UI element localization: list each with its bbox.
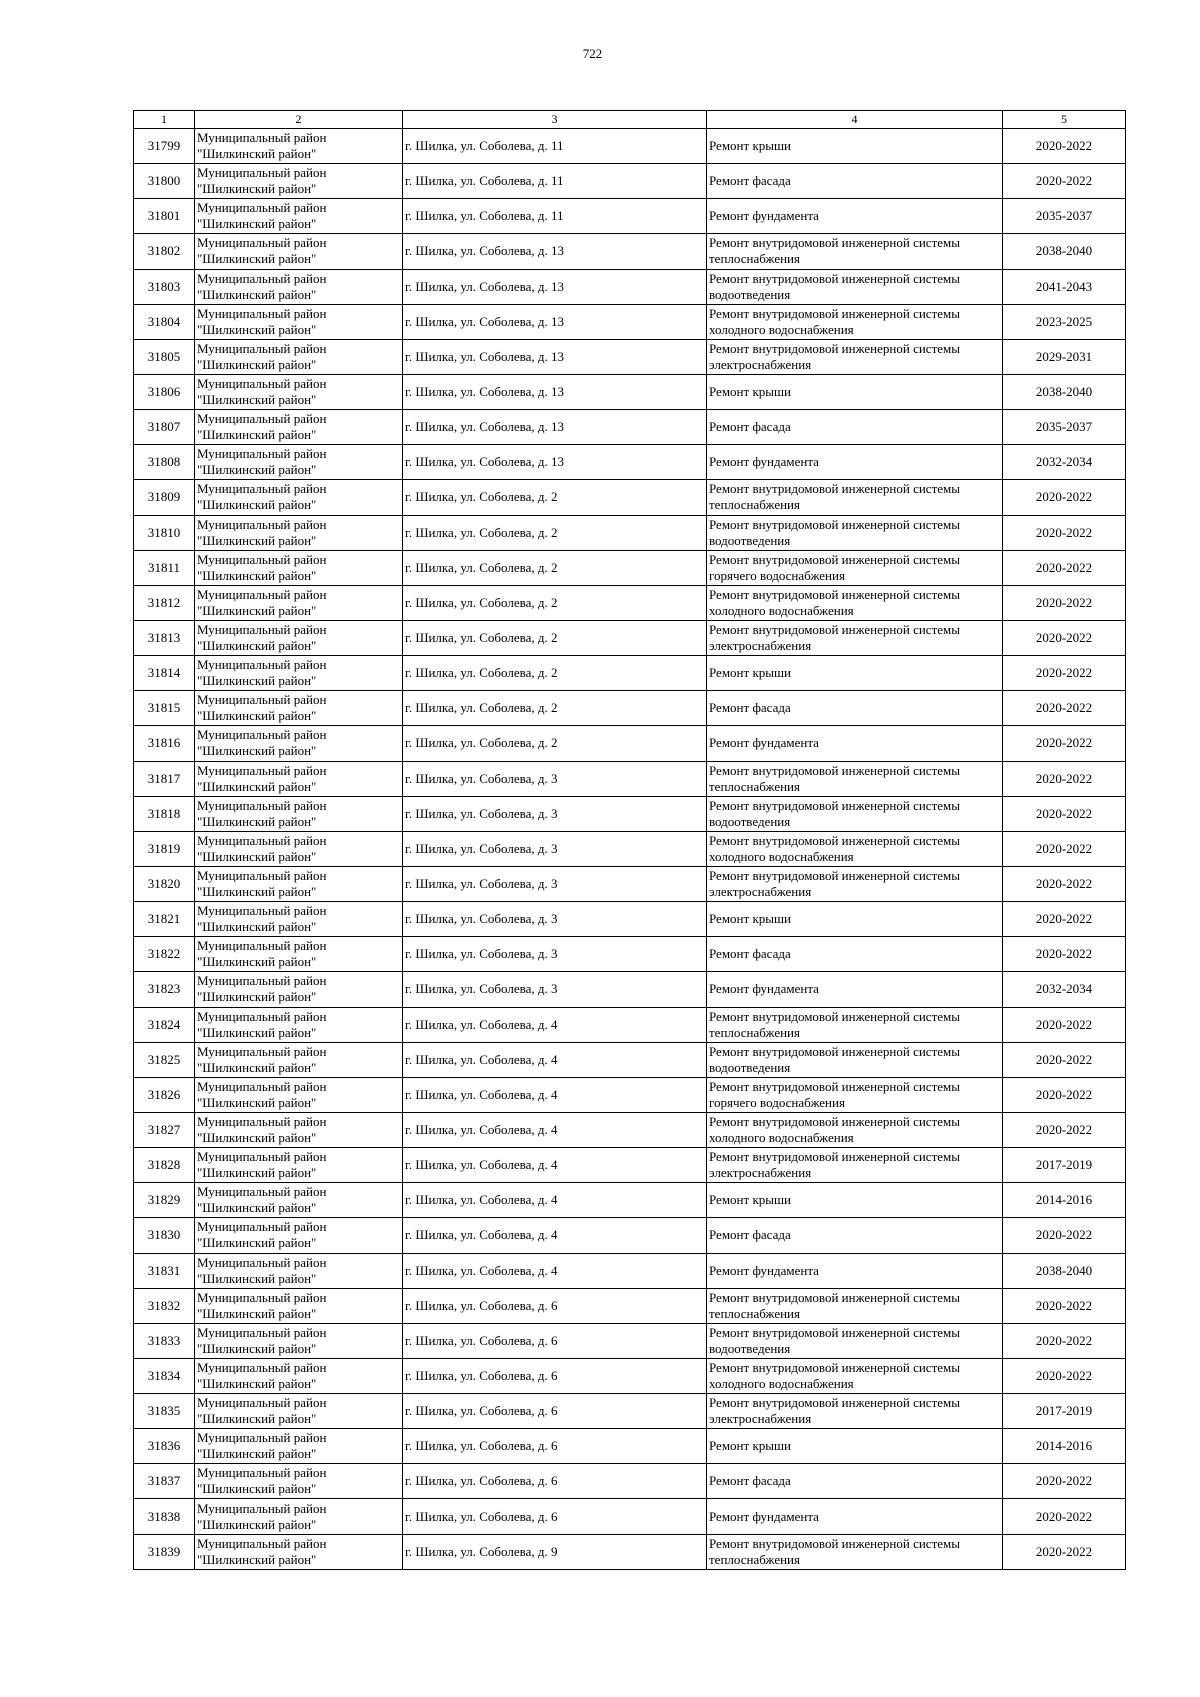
record-number-cell: 31815 bbox=[134, 691, 195, 726]
work-type-cell: Ремонт фасада bbox=[707, 164, 1003, 199]
column-header: 2 bbox=[195, 111, 403, 129]
period-cell: 2020-2022 bbox=[1003, 550, 1126, 585]
table-row bbox=[134, 1464, 1126, 1499]
record-number-cell: 31806 bbox=[134, 374, 195, 409]
work-type-cell: Ремонт фасада bbox=[707, 1218, 1003, 1253]
period-cell: 2035-2037 bbox=[1003, 199, 1126, 234]
record-number-cell: 31827 bbox=[134, 1112, 195, 1147]
work-type-cell: Ремонт внутридомовой инженерной системы теплоснабжения bbox=[707, 1534, 1003, 1569]
address-cell: г. Шилка, ул. Соболева, д. 13 bbox=[403, 234, 707, 269]
table-row bbox=[134, 129, 1126, 164]
municipality-cell: Муниципальный район "Шилкинский район" bbox=[195, 902, 403, 937]
municipality-cell: Муниципальный район "Шилкинский район" bbox=[195, 937, 403, 972]
period-cell: 2029-2031 bbox=[1003, 339, 1126, 374]
address-cell: г. Шилка, ул. Соболева, д. 13 bbox=[403, 445, 707, 480]
address-cell: г. Шилка, ул. Соболева, д. 3 bbox=[403, 761, 707, 796]
work-type-cell: Ремонт крыши bbox=[707, 1429, 1003, 1464]
column-header: 1 bbox=[134, 111, 195, 129]
address-cell: г. Шилка, ул. Соболева, д. 2 bbox=[403, 550, 707, 585]
repair-schedule-table bbox=[133, 110, 1126, 1570]
period-cell: 2020-2022 bbox=[1003, 656, 1126, 691]
table-body bbox=[134, 129, 1126, 1570]
table-row bbox=[134, 796, 1126, 831]
period-cell: 2020-2022 bbox=[1003, 761, 1126, 796]
work-type-cell: Ремонт внутридомовой инженерной системы холодного водоснабжения bbox=[707, 1358, 1003, 1393]
table-row bbox=[134, 972, 1126, 1007]
record-number-cell: 31813 bbox=[134, 620, 195, 655]
record-number-cell: 31814 bbox=[134, 656, 195, 691]
work-type-cell: Ремонт крыши bbox=[707, 129, 1003, 164]
address-cell: г. Шилка, ул. Соболева, д. 6 bbox=[403, 1429, 707, 1464]
table-row bbox=[134, 1042, 1126, 1077]
record-number-cell: 31816 bbox=[134, 726, 195, 761]
table-row bbox=[134, 866, 1126, 901]
record-number-cell: 31823 bbox=[134, 972, 195, 1007]
period-cell: 2020-2022 bbox=[1003, 480, 1126, 515]
table-row bbox=[134, 1148, 1126, 1183]
municipality-cell: Муниципальный район "Шилкинский район" bbox=[195, 1288, 403, 1323]
work-type-cell: Ремонт фасада bbox=[707, 691, 1003, 726]
table-row bbox=[134, 234, 1126, 269]
address-cell: г. Шилка, ул. Соболева, д. 11 bbox=[403, 199, 707, 234]
record-number-cell: 31834 bbox=[134, 1358, 195, 1393]
period-cell: 2020-2022 bbox=[1003, 164, 1126, 199]
period-cell: 2020-2022 bbox=[1003, 796, 1126, 831]
period-cell: 2020-2022 bbox=[1003, 1007, 1126, 1042]
table-row bbox=[134, 550, 1126, 585]
municipality-cell: Муниципальный район "Шилкинский район" bbox=[195, 480, 403, 515]
address-cell: г. Шилка, ул. Соболева, д. 4 bbox=[403, 1077, 707, 1112]
period-cell: 2020-2022 bbox=[1003, 585, 1126, 620]
table-row bbox=[134, 1253, 1126, 1288]
work-type-cell: Ремонт внутридомовой инженерной системы холодного водоснабжения bbox=[707, 1112, 1003, 1147]
address-cell: г. Шилка, ул. Соболева, д. 6 bbox=[403, 1288, 707, 1323]
municipality-cell: Муниципальный район "Шилкинский район" bbox=[195, 164, 403, 199]
column-header: 4 bbox=[707, 111, 1003, 129]
period-cell: 2035-2037 bbox=[1003, 410, 1126, 445]
table-row bbox=[134, 374, 1126, 409]
address-cell: г. Шилка, ул. Соболева, д. 3 bbox=[403, 866, 707, 901]
work-type-cell: Ремонт крыши bbox=[707, 656, 1003, 691]
municipality-cell: Муниципальный район "Шилкинский район" bbox=[195, 1148, 403, 1183]
period-cell: 2020-2022 bbox=[1003, 515, 1126, 550]
municipality-cell: Муниципальный район "Шилкинский район" bbox=[195, 199, 403, 234]
address-cell: г. Шилка, ул. Соболева, д. 3 bbox=[403, 902, 707, 937]
municipality-cell: Муниципальный район "Шилкинский район" bbox=[195, 1007, 403, 1042]
period-cell: 2020-2022 bbox=[1003, 691, 1126, 726]
table-row bbox=[134, 1077, 1126, 1112]
record-number-cell: 31819 bbox=[134, 831, 195, 866]
address-cell: г. Шилка, ул. Соболева, д. 4 bbox=[403, 1148, 707, 1183]
table-row bbox=[134, 1112, 1126, 1147]
address-cell: г. Шилка, ул. Соболева, д. 11 bbox=[403, 164, 707, 199]
record-number-cell: 31808 bbox=[134, 445, 195, 480]
record-number-cell: 31803 bbox=[134, 269, 195, 304]
record-number-cell: 31829 bbox=[134, 1183, 195, 1218]
municipality-cell: Муниципальный район "Шилкинский район" bbox=[195, 866, 403, 901]
period-cell: 2020-2022 bbox=[1003, 129, 1126, 164]
table-row bbox=[134, 1323, 1126, 1358]
municipality-cell: Муниципальный район "Шилкинский район" bbox=[195, 1394, 403, 1429]
table-row bbox=[134, 339, 1126, 374]
municipality-cell: Муниципальный район "Шилкинский район" bbox=[195, 1253, 403, 1288]
record-number-cell: 31822 bbox=[134, 937, 195, 972]
municipality-cell: Муниципальный район "Шилкинский район" bbox=[195, 515, 403, 550]
period-cell: 2020-2022 bbox=[1003, 1042, 1126, 1077]
record-number-cell: 31802 bbox=[134, 234, 195, 269]
period-cell: 2020-2022 bbox=[1003, 866, 1126, 901]
work-type-cell: Ремонт внутридомовой инженерной системы горячего водоснабжения bbox=[707, 1077, 1003, 1112]
address-cell: г. Шилка, ул. Соболева, д. 6 bbox=[403, 1358, 707, 1393]
municipality-cell: Муниципальный район "Шилкинский район" bbox=[195, 1077, 403, 1112]
work-type-cell: Ремонт внутридомовой инженерной системы водоотведения bbox=[707, 1323, 1003, 1358]
address-cell: г. Шилка, ул. Соболева, д. 6 bbox=[403, 1394, 707, 1429]
period-cell: 2014-2016 bbox=[1003, 1183, 1126, 1218]
work-type-cell: Ремонт фасада bbox=[707, 1464, 1003, 1499]
work-type-cell: Ремонт крыши bbox=[707, 1183, 1003, 1218]
address-cell: г. Шилка, ул. Соболева, д. 3 bbox=[403, 796, 707, 831]
municipality-cell: Муниципальный район "Шилкинский район" bbox=[195, 1112, 403, 1147]
table-row bbox=[134, 1288, 1126, 1323]
period-cell: 2038-2040 bbox=[1003, 1253, 1126, 1288]
municipality-cell: Муниципальный район "Шилкинский район" bbox=[195, 585, 403, 620]
work-type-cell: Ремонт внутридомовой инженерной системы холодного водоснабжения bbox=[707, 304, 1003, 339]
table-row bbox=[134, 410, 1126, 445]
work-type-cell: Ремонт внутридомовой инженерной системы водоотведения bbox=[707, 515, 1003, 550]
municipality-cell: Муниципальный район "Шилкинский район" bbox=[195, 1042, 403, 1077]
work-type-cell: Ремонт фундамента bbox=[707, 972, 1003, 1007]
address-cell: г. Шилка, ул. Соболева, д. 4 bbox=[403, 1253, 707, 1288]
municipality-cell: Муниципальный район "Шилкинский район" bbox=[195, 691, 403, 726]
table-row bbox=[134, 726, 1126, 761]
period-cell: 2020-2022 bbox=[1003, 620, 1126, 655]
table-row bbox=[134, 585, 1126, 620]
municipality-cell: Муниципальный район "Шилкинский район" bbox=[195, 1218, 403, 1253]
municipality-cell: Муниципальный район "Шилкинский район" bbox=[195, 972, 403, 1007]
work-type-cell: Ремонт фундамента bbox=[707, 1499, 1003, 1534]
work-type-cell: Ремонт внутридомовой инженерной системы водоотведения bbox=[707, 1042, 1003, 1077]
work-type-cell: Ремонт внутридомовой инженерной системы водоотведения bbox=[707, 796, 1003, 831]
period-cell: 2020-2022 bbox=[1003, 1288, 1126, 1323]
address-cell: г. Шилка, ул. Соболева, д. 4 bbox=[403, 1112, 707, 1147]
municipality-cell: Муниципальный район "Шилкинский район" bbox=[195, 445, 403, 480]
record-number-cell: 31831 bbox=[134, 1253, 195, 1288]
period-cell: 2041-2043 bbox=[1003, 269, 1126, 304]
record-number-cell: 31820 bbox=[134, 866, 195, 901]
municipality-cell: Муниципальный район "Шилкинский район" bbox=[195, 1183, 403, 1218]
municipality-cell: Муниципальный район "Шилкинский район" bbox=[195, 1429, 403, 1464]
period-cell: 2020-2022 bbox=[1003, 1499, 1126, 1534]
record-number-cell: 31825 bbox=[134, 1042, 195, 1077]
municipality-cell: Муниципальный район "Шилкинский район" bbox=[195, 761, 403, 796]
record-number-cell: 31812 bbox=[134, 585, 195, 620]
record-number-cell: 31811 bbox=[134, 550, 195, 585]
period-cell: 2020-2022 bbox=[1003, 937, 1126, 972]
work-type-cell: Ремонт внутридомовой инженерной системы холодного водоснабжения bbox=[707, 585, 1003, 620]
work-type-cell: Ремонт внутридомовой инженерной системы водоотведения bbox=[707, 269, 1003, 304]
work-type-cell: Ремонт внутридомовой инженерной системы теплоснабжения bbox=[707, 1288, 1003, 1323]
table-row bbox=[134, 199, 1126, 234]
column-header: 3 bbox=[403, 111, 707, 129]
municipality-cell: Муниципальный район "Шилкинский район" bbox=[195, 410, 403, 445]
period-cell: 2020-2022 bbox=[1003, 1534, 1126, 1569]
table-row bbox=[134, 691, 1126, 726]
municipality-cell: Муниципальный район "Шилкинский район" bbox=[195, 796, 403, 831]
table-row bbox=[134, 1358, 1126, 1393]
address-cell: г. Шилка, ул. Соболева, д. 2 bbox=[403, 480, 707, 515]
address-cell: г. Шилка, ул. Соболева, д. 13 bbox=[403, 410, 707, 445]
record-number-cell: 31835 bbox=[134, 1394, 195, 1429]
work-type-cell: Ремонт внутридомовой инженерной системы электроснабжения bbox=[707, 339, 1003, 374]
table-row bbox=[134, 656, 1126, 691]
table-row bbox=[134, 1007, 1126, 1042]
address-cell: г. Шилка, ул. Соболева, д. 3 bbox=[403, 937, 707, 972]
address-cell: г. Шилка, ул. Соболева, д. 13 bbox=[403, 304, 707, 339]
address-cell: г. Шилка, ул. Соболева, д. 13 bbox=[403, 374, 707, 409]
address-cell: г. Шилка, ул. Соболева, д. 13 bbox=[403, 269, 707, 304]
address-cell: г. Шилка, ул. Соболева, д. 2 bbox=[403, 585, 707, 620]
address-cell: г. Шилка, ул. Соболева, д. 4 bbox=[403, 1183, 707, 1218]
address-cell: г. Шилка, ул. Соболева, д. 2 bbox=[403, 691, 707, 726]
table-header-row bbox=[134, 111, 1126, 129]
period-cell: 2017-2019 bbox=[1003, 1394, 1126, 1429]
address-cell: г. Шилка, ул. Соболева, д. 6 bbox=[403, 1323, 707, 1358]
record-number-cell: 31824 bbox=[134, 1007, 195, 1042]
municipality-cell: Муниципальный район "Шилкинский район" bbox=[195, 656, 403, 691]
period-cell: 2020-2022 bbox=[1003, 1218, 1126, 1253]
municipality-cell: Муниципальный район "Шилкинский район" bbox=[195, 726, 403, 761]
record-number-cell: 31828 bbox=[134, 1148, 195, 1183]
municipality-cell: Муниципальный район "Шилкинский район" bbox=[195, 129, 403, 164]
table-row bbox=[134, 831, 1126, 866]
work-type-cell: Ремонт внутридомовой инженерной системы теплоснабжения bbox=[707, 761, 1003, 796]
work-type-cell: Ремонт внутридомовой инженерной системы электроснабжения bbox=[707, 620, 1003, 655]
municipality-cell: Муниципальный район "Шилкинский район" bbox=[195, 620, 403, 655]
record-number-cell: 31836 bbox=[134, 1429, 195, 1464]
municipality-cell: Муниципальный район "Шилкинский район" bbox=[195, 234, 403, 269]
table-row bbox=[134, 515, 1126, 550]
table-row bbox=[134, 620, 1126, 655]
record-number-cell: 31837 bbox=[134, 1464, 195, 1499]
record-number-cell: 31800 bbox=[134, 164, 195, 199]
table-row bbox=[134, 1499, 1126, 1534]
period-cell: 2020-2022 bbox=[1003, 1112, 1126, 1147]
municipality-cell: Муниципальный район "Шилкинский район" bbox=[195, 304, 403, 339]
period-cell: 2020-2022 bbox=[1003, 1077, 1126, 1112]
municipality-cell: Муниципальный район "Шилкинский район" bbox=[195, 550, 403, 585]
work-type-cell: Ремонт внутридомовой инженерной системы теплоснабжения bbox=[707, 234, 1003, 269]
municipality-cell: Муниципальный район "Шилкинский район" bbox=[195, 831, 403, 866]
address-cell: г. Шилка, ул. Соболева, д. 3 bbox=[403, 831, 707, 866]
work-type-cell: Ремонт крыши bbox=[707, 374, 1003, 409]
address-cell: г. Шилка, ул. Соболева, д. 2 bbox=[403, 726, 707, 761]
period-cell: 2038-2040 bbox=[1003, 374, 1126, 409]
period-cell: 2020-2022 bbox=[1003, 902, 1126, 937]
municipality-cell: Муниципальный район "Шилкинский район" bbox=[195, 269, 403, 304]
table-row bbox=[134, 304, 1126, 339]
record-number-cell: 31809 bbox=[134, 480, 195, 515]
table-row bbox=[134, 937, 1126, 972]
table-row bbox=[134, 1394, 1126, 1429]
address-cell: г. Шилка, ул. Соболева, д. 6 bbox=[403, 1499, 707, 1534]
period-cell: 2017-2019 bbox=[1003, 1148, 1126, 1183]
record-number-cell: 31805 bbox=[134, 339, 195, 374]
work-type-cell: Ремонт фундамента bbox=[707, 199, 1003, 234]
table-row bbox=[134, 1534, 1126, 1569]
column-header: 5 bbox=[1003, 111, 1126, 129]
address-cell: г. Шилка, ул. Соболева, д. 4 bbox=[403, 1042, 707, 1077]
record-number-cell: 31804 bbox=[134, 304, 195, 339]
municipality-cell: Муниципальный район "Шилкинский район" bbox=[195, 1534, 403, 1569]
address-cell: г. Шилка, ул. Соболева, д. 3 bbox=[403, 972, 707, 1007]
municipality-cell: Муниципальный район "Шилкинский район" bbox=[195, 1499, 403, 1534]
work-type-cell: Ремонт внутридомовой инженерной системы электроснабжения bbox=[707, 1148, 1003, 1183]
period-cell: 2023-2025 bbox=[1003, 304, 1126, 339]
record-number-cell: 31833 bbox=[134, 1323, 195, 1358]
record-number-cell: 31838 bbox=[134, 1499, 195, 1534]
record-number-cell: 31817 bbox=[134, 761, 195, 796]
work-type-cell: Ремонт фундамента bbox=[707, 726, 1003, 761]
address-cell: г. Шилка, ул. Соболева, д. 6 bbox=[403, 1464, 707, 1499]
record-number-cell: 31807 bbox=[134, 410, 195, 445]
work-type-cell: Ремонт внутридомовой инженерной системы горячего водоснабжения bbox=[707, 550, 1003, 585]
address-cell: г. Шилка, ул. Соболева, д. 2 bbox=[403, 656, 707, 691]
work-type-cell: Ремонт внутридомовой инженерной системы теплоснабжения bbox=[707, 480, 1003, 515]
table-row bbox=[134, 164, 1126, 199]
municipality-cell: Муниципальный район "Шилкинский район" bbox=[195, 1323, 403, 1358]
record-number-cell: 31830 bbox=[134, 1218, 195, 1253]
period-cell: 2038-2040 bbox=[1003, 234, 1126, 269]
record-number-cell: 31801 bbox=[134, 199, 195, 234]
record-number-cell: 31818 bbox=[134, 796, 195, 831]
period-cell: 2020-2022 bbox=[1003, 831, 1126, 866]
table-row bbox=[134, 445, 1126, 480]
table-row bbox=[134, 1183, 1126, 1218]
address-cell: г. Шилка, ул. Соболева, д. 9 bbox=[403, 1534, 707, 1569]
record-number-cell: 31799 bbox=[134, 129, 195, 164]
table-row bbox=[134, 902, 1126, 937]
record-number-cell: 31826 bbox=[134, 1077, 195, 1112]
table-row bbox=[134, 480, 1126, 515]
municipality-cell: Муниципальный район "Шилкинский район" bbox=[195, 374, 403, 409]
municipality-cell: Муниципальный район "Шилкинский район" bbox=[195, 1464, 403, 1499]
record-number-cell: 31839 bbox=[134, 1534, 195, 1569]
record-number-cell: 31821 bbox=[134, 902, 195, 937]
period-cell: 2020-2022 bbox=[1003, 1464, 1126, 1499]
address-cell: г. Шилка, ул. Соболева, д. 4 bbox=[403, 1218, 707, 1253]
table-row bbox=[134, 269, 1126, 304]
work-type-cell: Ремонт фасада bbox=[707, 410, 1003, 445]
work-type-cell: Ремонт фундамента bbox=[707, 445, 1003, 480]
table-row bbox=[134, 1218, 1126, 1253]
table-row bbox=[134, 761, 1126, 796]
work-type-cell: Ремонт крыши bbox=[707, 902, 1003, 937]
municipality-cell: Муниципальный район "Шилкинский район" bbox=[195, 1358, 403, 1393]
address-cell: г. Шилка, ул. Соболева, д. 2 bbox=[403, 620, 707, 655]
address-cell: г. Шилка, ул. Соболева, д. 13 bbox=[403, 339, 707, 374]
address-cell: г. Шилка, ул. Соболева, д. 2 bbox=[403, 515, 707, 550]
work-type-cell: Ремонт фасада bbox=[707, 937, 1003, 972]
period-cell: 2020-2022 bbox=[1003, 726, 1126, 761]
address-cell: г. Шилка, ул. Соболева, д. 11 bbox=[403, 129, 707, 164]
address-cell: г. Шилка, ул. Соболева, д. 4 bbox=[403, 1007, 707, 1042]
period-cell: 2032-2034 bbox=[1003, 972, 1126, 1007]
municipality-cell: Муниципальный район "Шилкинский район" bbox=[195, 339, 403, 374]
period-cell: 2032-2034 bbox=[1003, 445, 1126, 480]
page-number: 722 bbox=[582, 46, 603, 61]
record-number-cell: 31832 bbox=[134, 1288, 195, 1323]
period-cell: 2014-2016 bbox=[1003, 1429, 1126, 1464]
work-type-cell: Ремонт внутридомовой инженерной системы теплоснабжения bbox=[707, 1007, 1003, 1042]
table-row bbox=[134, 1429, 1126, 1464]
period-cell: 2020-2022 bbox=[1003, 1358, 1126, 1393]
record-number-cell: 31810 bbox=[134, 515, 195, 550]
work-type-cell: Ремонт внутридомовой инженерной системы холодного водоснабжения bbox=[707, 831, 1003, 866]
period-cell: 2020-2022 bbox=[1003, 1323, 1126, 1358]
work-type-cell: Ремонт фундамента bbox=[707, 1253, 1003, 1288]
work-type-cell: Ремонт внутридомовой инженерной системы электроснабжения bbox=[707, 1394, 1003, 1429]
work-type-cell: Ремонт внутридомовой инженерной системы электроснабжения bbox=[707, 866, 1003, 901]
